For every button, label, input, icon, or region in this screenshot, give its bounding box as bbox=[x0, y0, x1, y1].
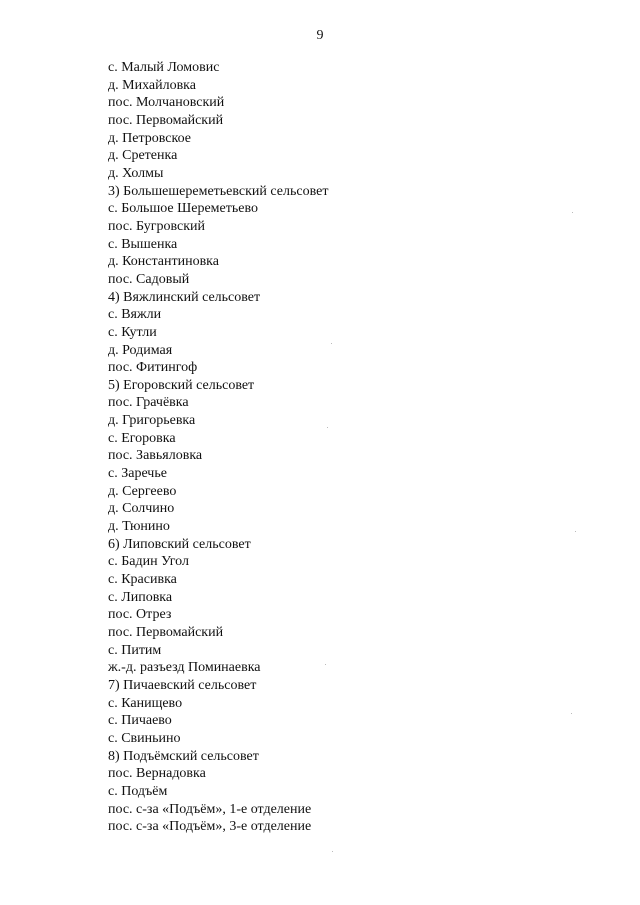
section-heading: 5) Егоровский сельсовет bbox=[108, 377, 255, 393]
list-item: д. Холмы bbox=[108, 165, 164, 181]
list-item: д. Солчино bbox=[108, 501, 175, 517]
list-item: пос. Фитингоф bbox=[108, 360, 198, 376]
list-item: пос. Грачёвка bbox=[108, 395, 189, 411]
section-heading: 7) Пичаевский сельсовет bbox=[108, 677, 257, 693]
list-item: д. Родимая bbox=[108, 342, 173, 358]
list-item: ж.-д. разъезд Поминаевка bbox=[108, 660, 261, 676]
section-heading: 3) Большешереметьевский сельсовет bbox=[108, 183, 329, 199]
list-item: пос. Бугровский bbox=[108, 218, 206, 234]
list-item: с. Красивка bbox=[108, 572, 177, 588]
list-item: пос. с-за «Подъём», 3-е отделение bbox=[108, 819, 312, 835]
list-item: с. Бадин Угол bbox=[108, 554, 189, 570]
list-item: с. Большое Шереметьево bbox=[108, 201, 258, 217]
list-item: с. Егоровка bbox=[108, 430, 176, 446]
list-item: с. Пичаево bbox=[108, 713, 172, 729]
list-item: с. Вышенка bbox=[108, 236, 178, 252]
list-item: д. Григорьевка bbox=[108, 413, 196, 429]
list-item: с. Подъём bbox=[108, 783, 168, 799]
list-item: пос. с-за «Подъём», 1-е отделение bbox=[108, 801, 312, 817]
list-item: пос. Первомайский bbox=[108, 112, 224, 128]
list-item: пос. Садовый bbox=[108, 271, 190, 287]
list-item: д. Константиновка bbox=[108, 254, 219, 270]
section-heading: 8) Подъёмский сельсовет bbox=[108, 748, 259, 764]
list-item: д. Сергеево bbox=[108, 483, 177, 499]
section-heading: 4) Вяжлинский сельсовет bbox=[108, 289, 261, 305]
list-item: с. Питим bbox=[108, 642, 162, 658]
list-item: пос. Вернадовка bbox=[108, 766, 206, 782]
list-item: с. Вяжли bbox=[108, 307, 162, 323]
list-item: с. Свиньино bbox=[108, 730, 181, 746]
list-item: д. Петровское bbox=[108, 130, 191, 146]
settlement-list bbox=[108, 59, 328, 836]
page-number: 9 bbox=[316, 28, 324, 43]
list-item: пос. Завьяловка bbox=[108, 448, 203, 464]
list-item: д. Михайловка bbox=[108, 77, 196, 93]
list-item: с. Кутли bbox=[108, 324, 157, 340]
list-item: д. Сретенка bbox=[108, 148, 178, 164]
list-item: пос. Молчановский bbox=[108, 95, 225, 111]
list-item: д. Тюнино bbox=[108, 519, 170, 535]
list-item: с. Липовка bbox=[108, 589, 173, 605]
list-item: с. Канищево bbox=[108, 695, 183, 711]
section-heading: 6) Липовский сельсовет bbox=[108, 536, 251, 552]
list-item: с. Малый Ломовис bbox=[108, 60, 220, 75]
list-item: пос. Отрез bbox=[108, 607, 172, 623]
list-item: пос. Первомайский bbox=[108, 625, 224, 640]
list-item: с. Заречье bbox=[108, 466, 167, 482]
